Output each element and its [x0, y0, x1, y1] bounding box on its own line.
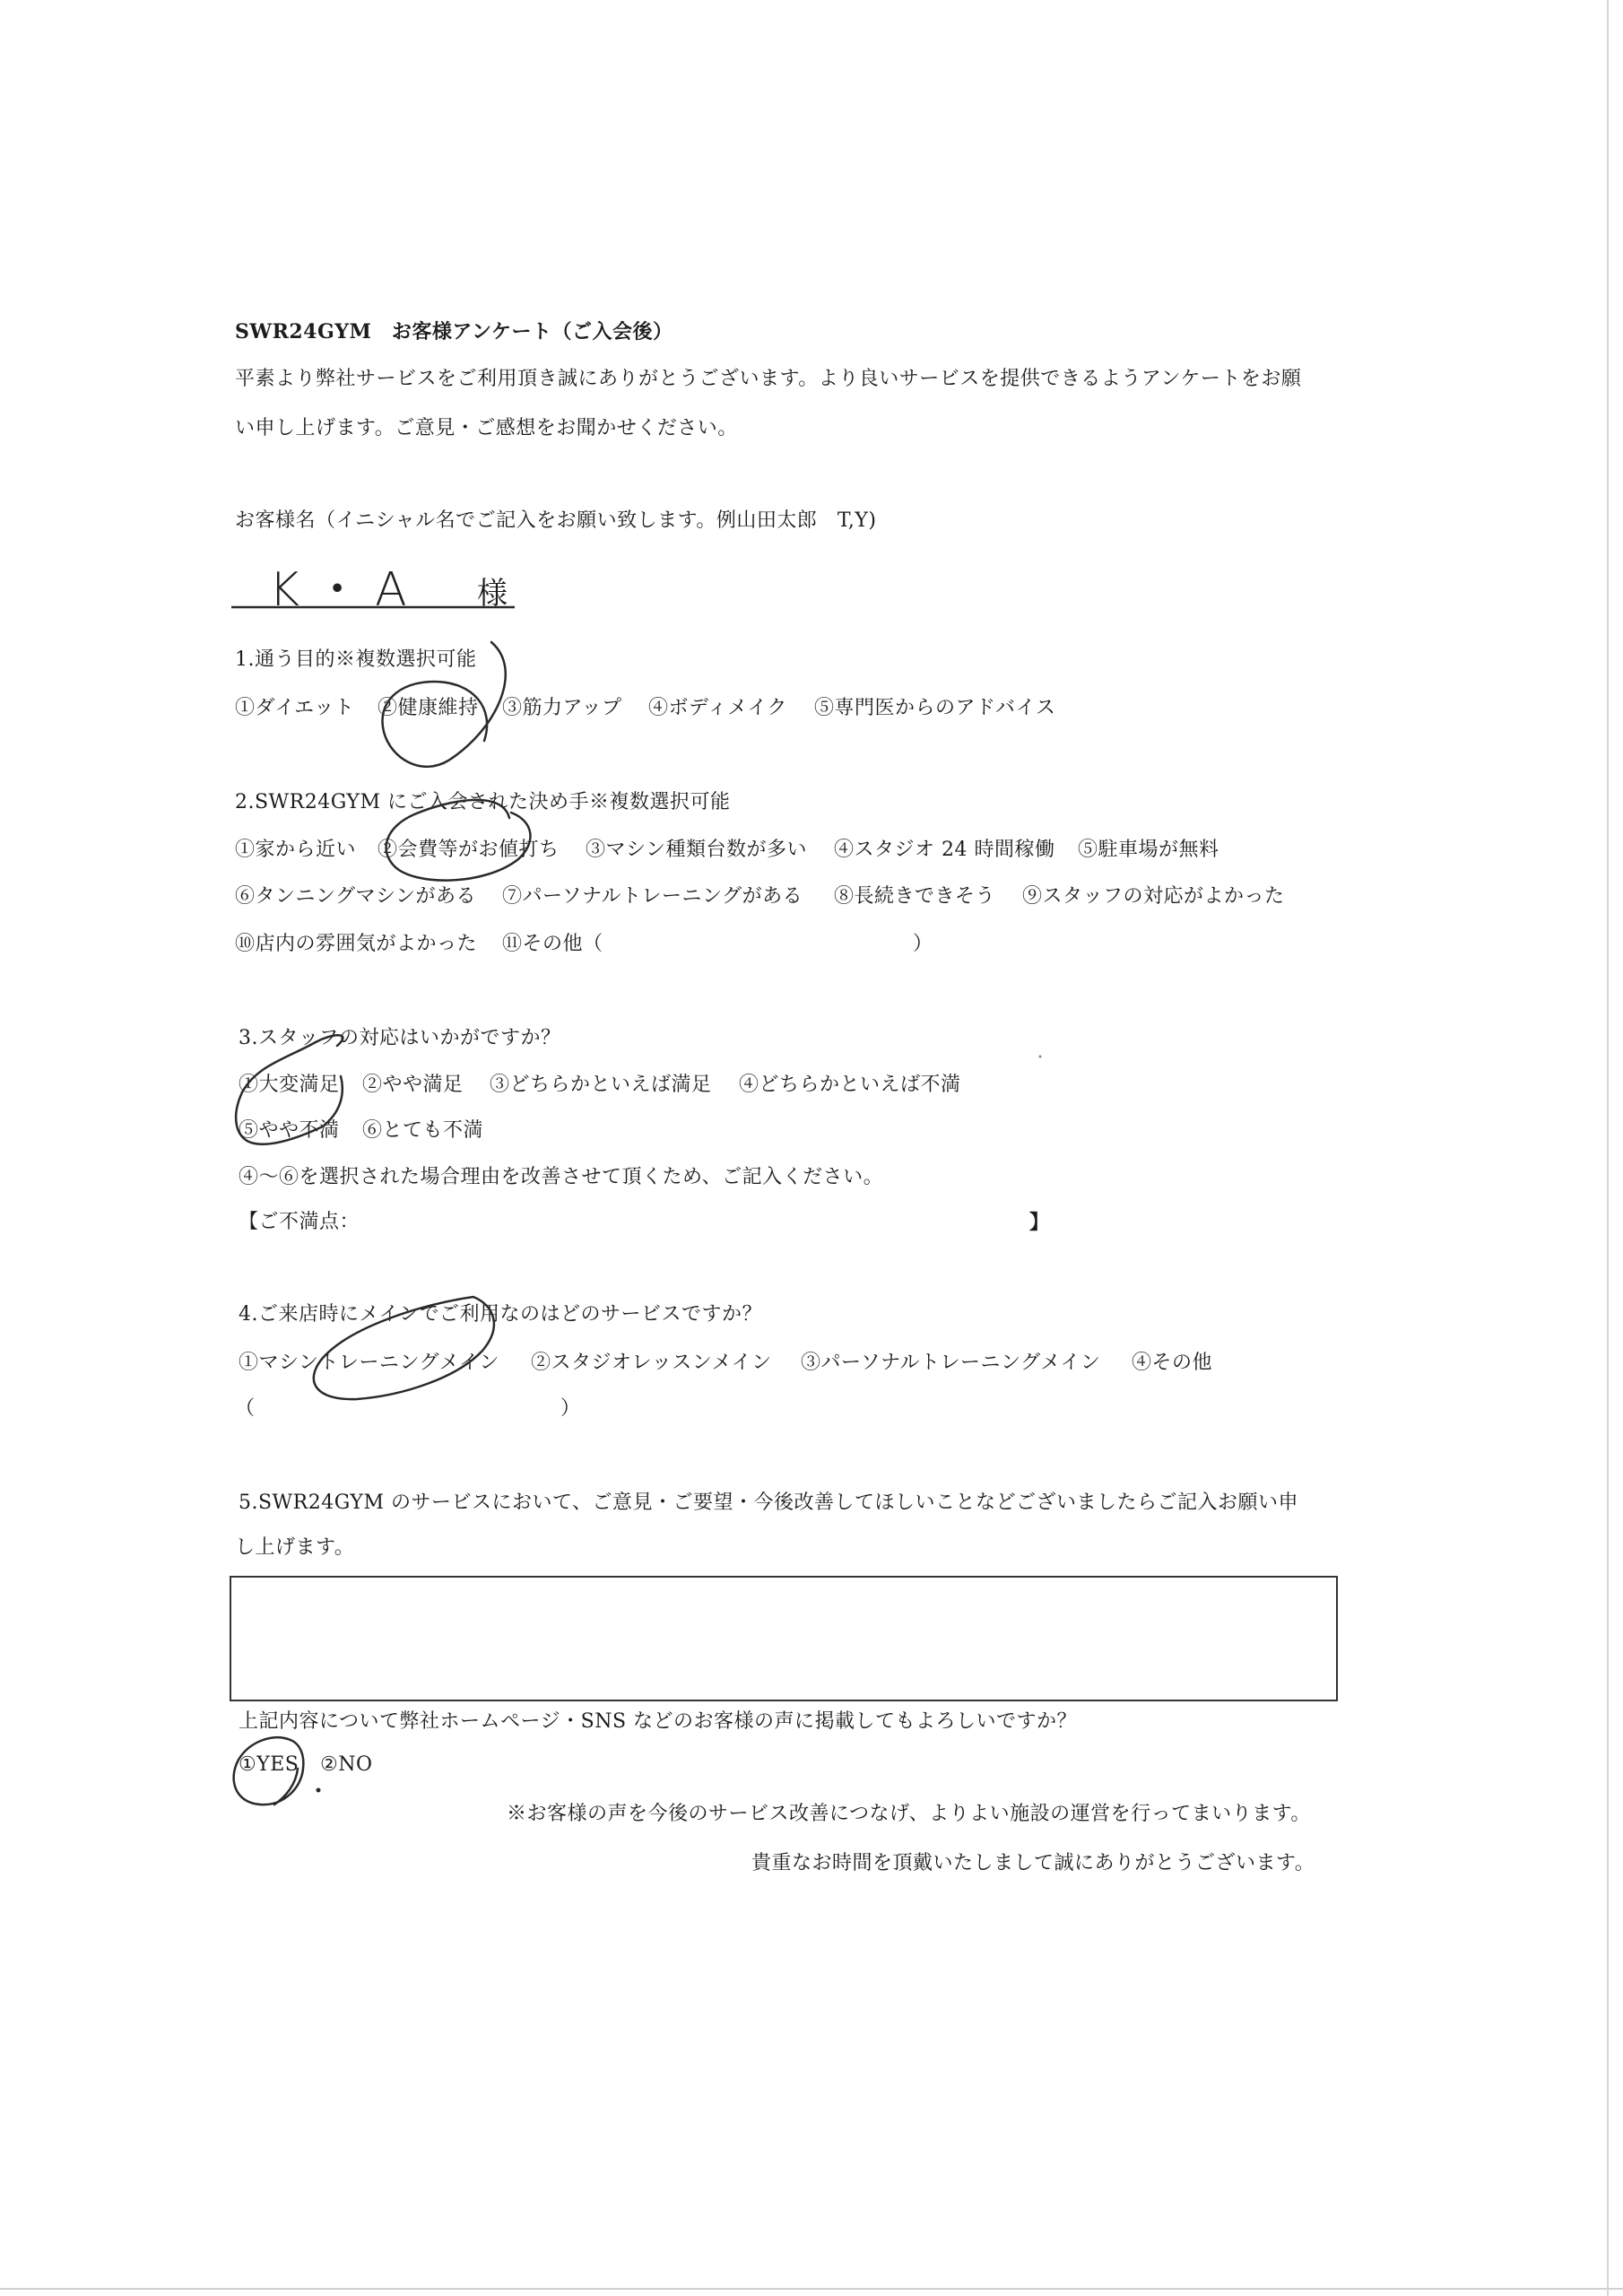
q4-option[interactable]: ④その他 [1132, 1352, 1213, 1374]
q2-option[interactable]: ⑩店内の雰囲気がよかった [235, 933, 478, 955]
scan-edge [1607, 0, 1609, 2296]
q5-answer-box[interactable] [230, 1576, 1338, 1701]
q3-question: 3.スタッフの対応はいかがですか？ [239, 1027, 561, 1049]
paren-close: ） [913, 933, 933, 955]
q1-option[interactable]: ③筋力アップ [502, 697, 622, 719]
q2-option[interactable]: ③マシン種類台数が多い [586, 839, 807, 861]
name-prompt: お客様名（イニシャル名でご記入をお願い致します。例山田太郎 T,Y) [235, 509, 877, 532]
q5-question-line2: し上げます。 [235, 1536, 355, 1559]
q1-option[interactable]: ⑤専門医からのアドバイス [814, 697, 1056, 719]
scan-edge [0, 2288, 1623, 2290]
q5-question-line1: 5.SWR24GYM のサービスにおいて、ご意見・ご要望・今後改善してほしいことなどございましたらご記入お願い申 [239, 1492, 1299, 1514]
q3-note: ④～⑥を選択された場合理由を改善させて頂くため、ご記入ください。 [239, 1166, 884, 1188]
q2-option[interactable]: ①家から近い [235, 839, 357, 861]
q2-option-other[interactable]: ⑪その他（ [502, 933, 603, 955]
paren-open: （ [235, 1397, 256, 1420]
publish-no-option[interactable]: ②NO [320, 1753, 373, 1776]
survey-title: SWR24GYM お客様アンケート（ご入会後） [235, 320, 673, 344]
footer-note: ※お客様の声を今後のサービス改善につなげ、よりよい施設の運営を行ってまいります。 [507, 1803, 1311, 1825]
pen-dot [317, 1788, 321, 1793]
q3-option[interactable]: ②やや満足 [362, 1074, 464, 1096]
scan-speck [1039, 1056, 1042, 1058]
q2-option[interactable]: ⑤駐車場が無料 [1078, 839, 1219, 861]
q2-option[interactable]: ⑨スタッフの対応がよかった [1022, 885, 1285, 908]
q2-option[interactable]: ④スタジオ 24 時間稼働 [834, 839, 1055, 861]
complaint-close-bracket: 】 [1029, 1211, 1050, 1234]
q2-option[interactable]: ⑧長続きできそう [834, 885, 996, 908]
q3-option[interactable]: ③どちらかといえば満足 [490, 1074, 712, 1096]
intro-text-line1: 平素より弊社サービスをご利用頂き誠にありがとうございます。より良いサービスを提供できるようアンケートをお願 [235, 368, 1302, 390]
footer-thanks: 貴重なお時間を頂戴いたしまして誠にありがとうございます。 [751, 1852, 1315, 1874]
publish-question: 上記内容について弊社ホームページ・SNS などのお客様の声に掲載してもよろしいですか？ [239, 1710, 1078, 1733]
intro-text-line2: い申し上げます。ご意見・ご感想をお聞かせください。 [235, 417, 738, 439]
complaint-label: 【ご不満点： [239, 1211, 360, 1233]
paren-close: ） [560, 1397, 581, 1420]
q1-question: 1.通う目的※複数選択可能 [235, 648, 477, 671]
q2-option[interactable]: ⑥タンニングマシンがある [235, 885, 477, 908]
q2-question: 2.SWR24GYM にご入会された決め手※複数選択可能 [235, 791, 731, 813]
q3-option[interactable]: ④どちらかといえば不満 [739, 1074, 961, 1096]
q3-option[interactable]: ⑥とても不満 [362, 1119, 484, 1142]
q2-option[interactable]: ⑦パーソナルトレーニングがある [502, 885, 803, 908]
q3-option[interactable]: ①大変満足 [239, 1074, 340, 1096]
q3-option[interactable]: ⑤やや不満 [239, 1119, 340, 1142]
q4-question: 4.ご来店時にメインでご利用なのはどのサービスですか？ [239, 1303, 763, 1326]
q1-option[interactable]: ④ボディメイク [648, 697, 787, 719]
q2-option[interactable]: ②会費等がお値打ち [378, 839, 560, 861]
q4-option[interactable]: ③パーソナルトレーニングメイン [801, 1352, 1101, 1374]
q1-option[interactable]: ②健康維持 [378, 697, 479, 719]
honorific-label: 様 [477, 576, 508, 612]
q1-option[interactable]: ①ダイエット [235, 697, 355, 719]
q4-option[interactable]: ①マシントレーニングメイン [239, 1352, 499, 1374]
publish-yes-option[interactable]: ①YES [239, 1753, 299, 1776]
handwritten-initials: K・A [269, 563, 421, 617]
q4-option[interactable]: ②スタジオレッスンメイン [531, 1352, 772, 1374]
